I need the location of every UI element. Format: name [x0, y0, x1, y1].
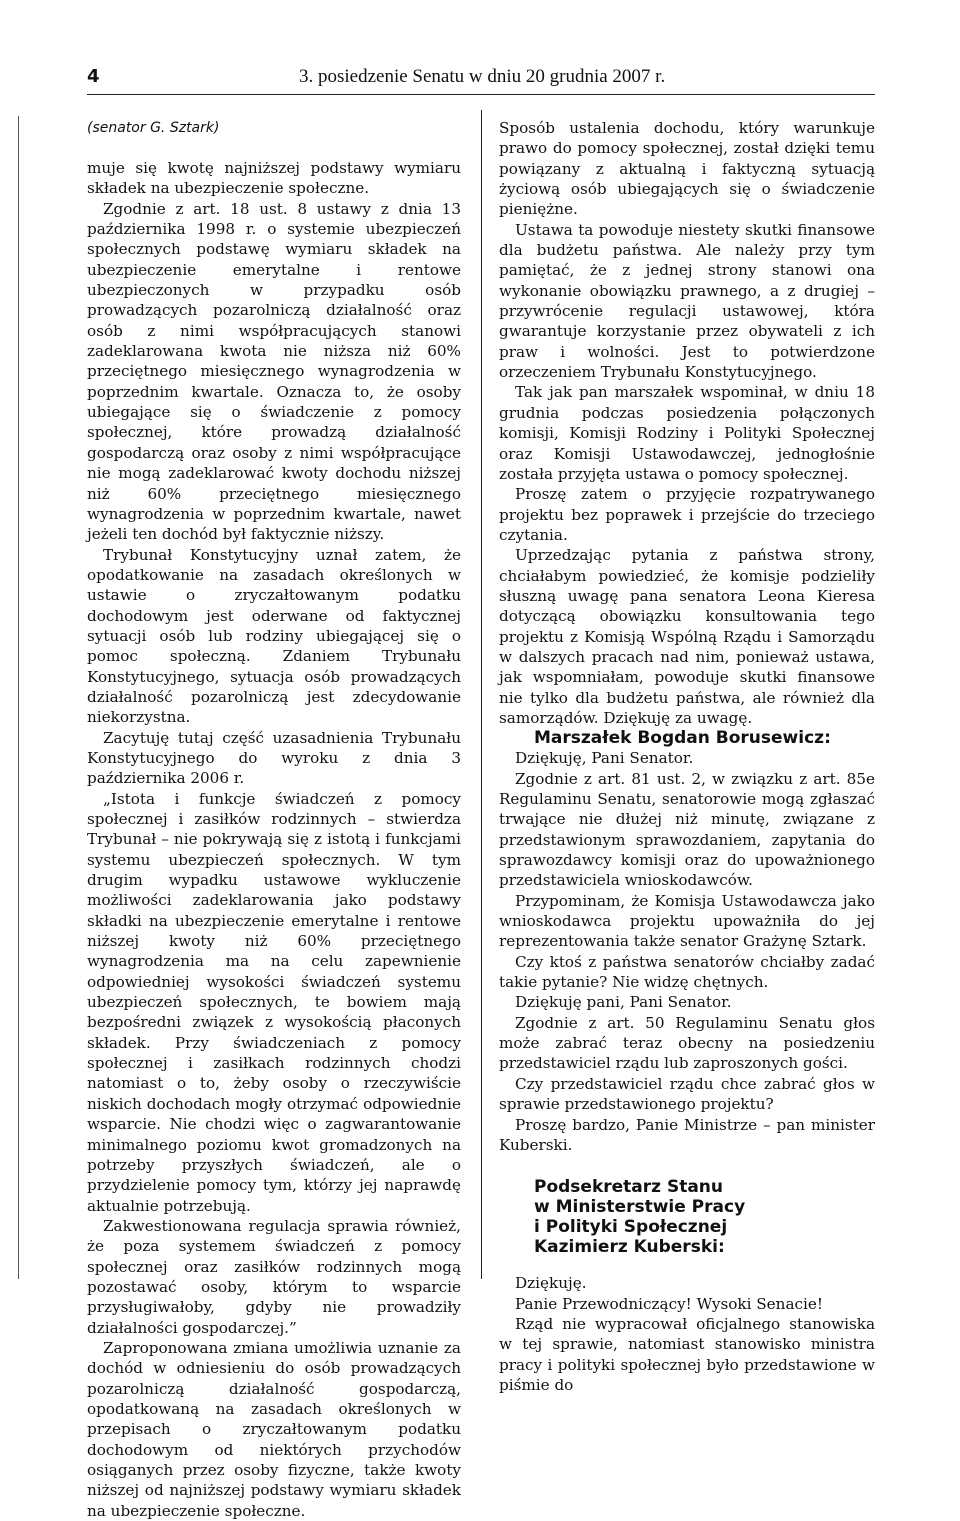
paragraph: Zakwestionowana regulacja sprawia również, że poza systemem świadczeń z pomocy społecznej oraz zasiłków rodzinnych mogą pozostawać osoby, którym to wsparcie przysługiwałoby, gdyby nie prowadziły działalności gospodarczej.”	[87, 1216, 461, 1337]
paragraph: Przypominam, że Komisja Ustawodawcza jako wnioskodawca projektu upoważniła do jej reprezentowania także senator Grażynę Sztark.	[499, 891, 875, 951]
paragraph: Zgodnie z art. 18 ust. 8 ustawy z dnia 13 października 1998 r. o systemie ubezpieczeń społecznych podstawę wymiaru składek na ubezpieczenie emerytalne i rentowe ubezpieczonych w przypadku osób prowadzących pozarolniczą działalność oraz osób z nimi współpracujących stanowi zadeklarowana kwota nie niższa niż 60% przeciętnego miesięcznego wynagrodzenia w poprzednim kwartale. Oznacza to, że osoby ubiegające się o świadczenie z pomocy społecznej, które prowadzą działalność gospodarczą oraz osoby z nimi współpracujące nie mogą zadeklarować kwoty dochodu niższej niż 60% przeciętnego miesięcznego wynagrodzenia w poprzednim kwartale, nawet jeżeli ten dochód był faktycznie niższy.	[87, 199, 461, 544]
left-column	[87, 118, 461, 1521]
paragraph: Zgodnie z art. 81 ust. 2, w związku z art. 85e Regulaminu Senatu, senatorowie mogą zgłaszać trwające nie dłużej niż minutę, związane z przedstawionym sprawozdaniem, zapytania do sprawozdawcy komisji oraz do upoważnionego przedstawiciela wnioskodawców.	[499, 769, 875, 890]
speaker-heading-line: w Ministerstwie Pracy	[534, 1197, 746, 1218]
header-rule	[87, 94, 875, 95]
paragraph: Zgodnie z art. 50 Regulaminu Senatu głos może zabrać teraz obecny na posiedzeniu przedstawiciel rządu lub zaproszonych gości.	[499, 1013, 875, 1073]
speaker-heading: Marszałek Bogdan Borusewicz:	[534, 728, 831, 749]
quote-paragraph: „Istota i funkcje świadczeń z pomocy społecznej i zasiłków rodzinnych – stwierdza Trybunał – nie pokrywają się z istotą i funkcjami systemu ubezpieczeń społecznych. W tym drugim wypadku ustawowe wykluczenie możliwości zadeklarowania jako podstawy składki na ubezpieczenie emerytalne i rentowe niższej kwoty niż 60% przeciętnego wynagrodzenia ma na celu zapewnienie odpowiedniej wysokości świadczeń systemu ubezpieczeń społecznych, te bowiem mają bezpośredni związek z wysokością płaconych składek. Przy świadczeniach z pomocy społecznej i zasiłkach rodzinnych chodzi natomiast o to, żeby osoby o rzeczywiście niskich dochodach mogły otrzymać odpowiednie wsparcie. Nie chodzi więc o zagwarantowanie minimalnego poziomu kwot gromadzonych na potrzeby przyszłych świadczeń, ale o przydzielenie pomocy tym, którzy jej naprawdę aktualnie potrzebują.	[87, 789, 461, 1215]
paragraph: Proszę zatem o przyjęcie rozpatrywanego projektu bez poprawek i przejście do trzeciego czytania.	[499, 485, 875, 544]
speaker-heading-line: Kazimierz Kuberski:	[534, 1237, 725, 1258]
paragraph: Czy ktoś z państwa senatorów chciałby zadać takie pytanie? Nie widzę chętnych.	[499, 952, 875, 992]
paragraph: muje się kwotę najniższej podstawy wymiaru składek na ubezpieczenie społeczne.	[87, 159, 461, 198]
speaker-heading-line: Podsekretarz Stanu	[534, 1177, 724, 1198]
page-number: 4	[87, 66, 100, 87]
paragraph: Tak jak pan marszałek wspominał, w dniu 18 grudnia podczas posiedzenia połączonych komisji, Komisji Rodziny i Polityki Społecznej oraz Komisji Ustawodawczej, jednogłośnie została przyjęta ustawa o pomocy społecznej.	[499, 383, 875, 483]
paragraph: Sposób ustalenia dochodu, który warunkuje prawo do pomocy społecznej, został dzięki temu powiązany z aktualną i faktyczną sytuacją życiową osób ubiegających się o świadczenie pieniężne.	[499, 119, 875, 219]
column-divider	[481, 110, 482, 1279]
page-header	[87, 64, 875, 94]
paragraph: Zaproponowana zmiana umożliwia uznanie za dochód w odniesieniu do osób prowadzących pozarolniczą działalność gospodarczą, opodatkowaną na zasadach określonych w przepisach o zryczałtowanym podatku dochodowym od niektórych przychodów osiąganych przez osoby fizyczne, także kwoty niższej od najniższej podstawy wymiaru składek na ubezpieczenie społeczne.	[87, 1338, 461, 1520]
left-margin-line	[18, 116, 19, 1279]
paragraph: Ustawa ta powoduje niestety skutki finansowe dla budżetu państwa. Ale należy przy tym pamiętać, że z jednej strony stanowi ona wykonanie obowiązku prawnego, a z drugiej – przywrócenie regulacji ustawowej, która gwarantuje korzystanie przez obywateli z ich praw i wolności. Jest to potwierdzone orzeczeniem Trybunału Konstytucyjnego.	[499, 220, 875, 382]
paragraph: Zacytuję tutaj część uzasadnienia Trybunału Konstytucyjnego do wyroku z dnia 3 października 2006 r.	[87, 728, 461, 788]
paragraph: Czy przedstawiciel rządu chce zabrać głos w sprawie przedstawionego projektu?	[499, 1074, 875, 1114]
paragraph: Dziękuję, Pani Senator.	[515, 749, 694, 768]
paragraph: Uprzedzając pytania z państwa strony, chciałabym powiedzieć, że komisje podzieliły słuszną uwagę pana senatora Leona Kieresa dotyczącą obowiązku konsultowania tego projektu z Komisją Wspólną Rządu i Samorządu w dalszych pracach nad nim, ponieważ ustawa, jak wspomniałam, powoduje skutki finansowe nie tylko dla budżetu państwa, ale również dla samorządów. Dziękuję za uwagę.	[499, 546, 875, 727]
paragraph: Trybunał Konstytucyjny uznał zatem, że opodatkowanie na zasadach określonych w ustawie o zryczałtowanym podatku dochodowym jest oderwane od faktycznej sytuacji osób lub rodziny ubiegającej się o pomoc społeczną. Zdaniem Trybunału Konstytucyjnego, sytuacja osób prowadzących działalność pozarolniczą jest zdecydowanie niekorzystna.	[87, 545, 461, 727]
paragraph: Dziękuję.	[515, 1274, 587, 1293]
paragraph: Rząd nie wypracował oficjalnego stanowiska w tej sprawie, natomiast stanowisko ministra pracy i polityki społecznej było przedstawione w piśmie do	[499, 1314, 875, 1394]
paragraph: Panie Przewodniczący! Wysoki Senacie!	[515, 1294, 823, 1313]
speaker-heading-line: i Polityki Społecznej	[534, 1217, 728, 1238]
paragraph: Proszę bardzo, Panie Ministrze – pan minister Kuberski.	[499, 1115, 875, 1154]
running-title: 3. posiedzenie Senatu w dniu 20 grudnia 2007 r.	[299, 66, 666, 87]
right-column	[499, 118, 875, 1395]
speaker-reference: (senator G. Sztark)	[87, 120, 220, 136]
speaker-heading-block	[499, 1177, 875, 1257]
paragraph: Dziękuję pani, Pani Senator.	[515, 993, 732, 1012]
